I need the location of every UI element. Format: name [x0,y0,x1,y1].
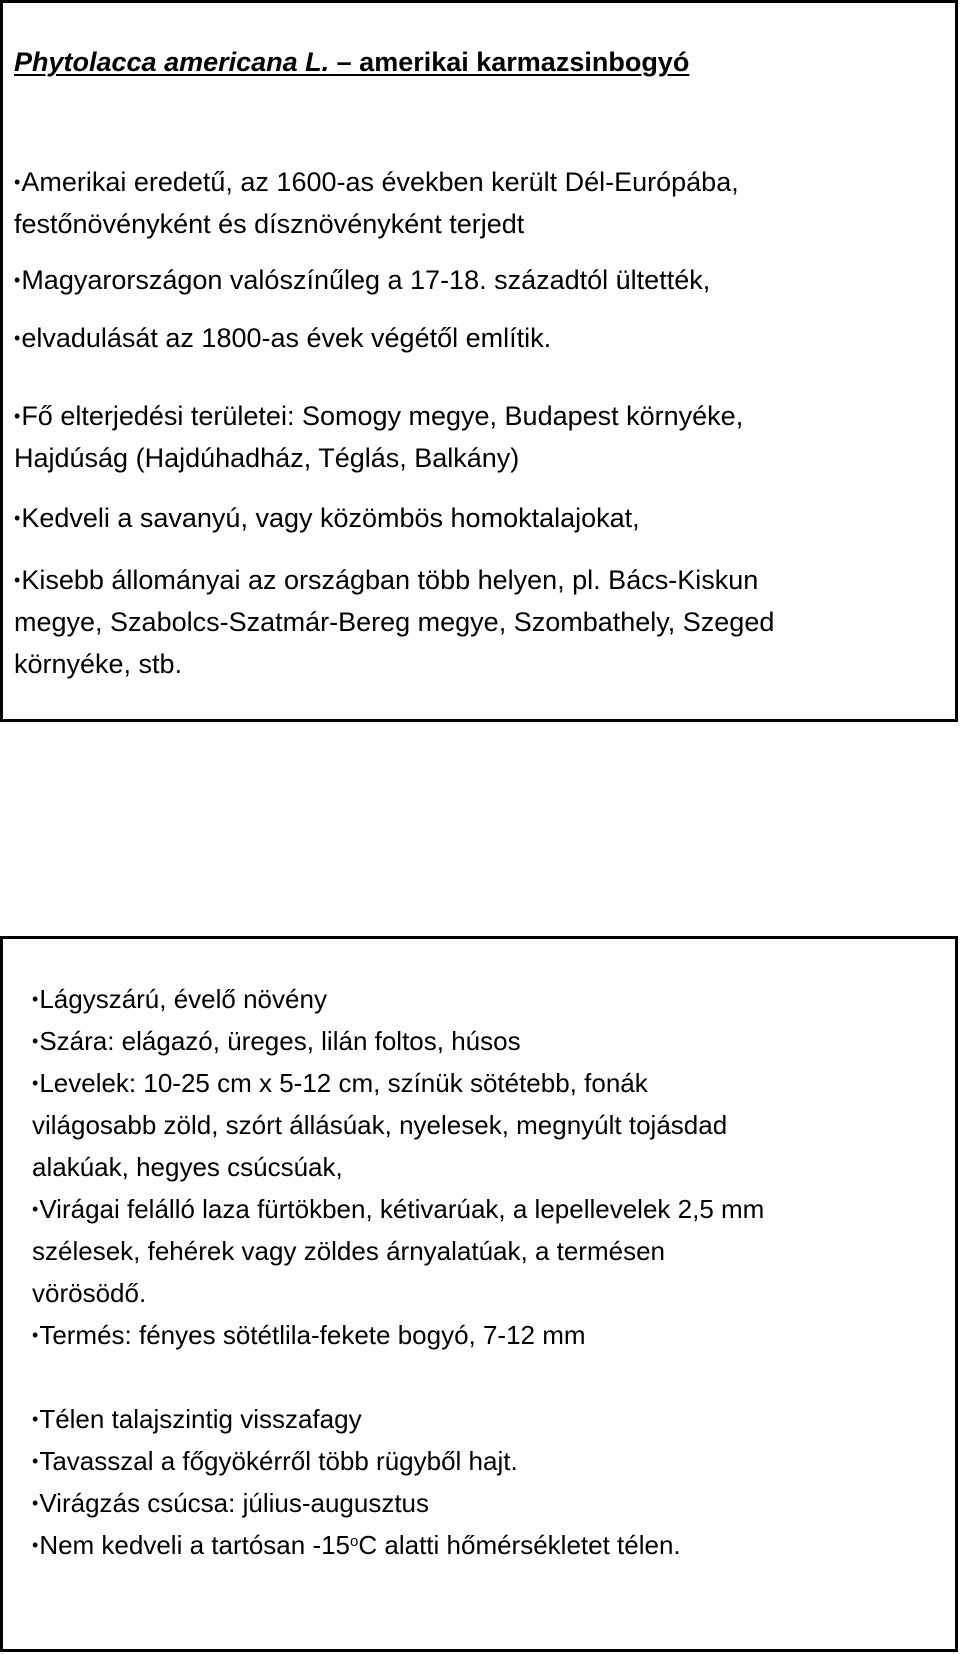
item-line: vörösödő. [32,1278,147,1308]
item-line: elvadulását az 1800-as évek végétől említik. [21,323,552,353]
item-line: festőnövényként és dísznövényként terjedt [14,209,525,239]
bullet-icon: • [14,570,21,590]
bullet-icon: • [32,1073,39,1093]
superscript-o: o [350,1533,359,1550]
item-line: Tavasszal a főgyökérről több rügyből hajt. [39,1446,518,1476]
common-name: – amerikai karmazsinbogyó [329,47,690,77]
bullet-item-habit [32,978,327,1020]
page-title [14,47,689,78]
bullet-item-hungary [14,259,710,301]
bullet-icon: • [14,270,21,290]
bullet-item-flowers [32,1188,764,1314]
bullet-item-temperature [32,1524,681,1566]
bullet-icon: • [14,508,21,528]
item-line: Virágzás csúcsa: július-augusztus [39,1488,430,1518]
item-line: Lágyszárú, évelő növény [39,984,327,1014]
bullet-item-areas [14,395,743,479]
item-line: szélesek, fehérek vagy zöldes árnyalatúak, a termésen [32,1236,666,1266]
bullet-icon: • [14,172,21,192]
bullet-icon: • [32,1199,39,1219]
item-line: Télen talajszintig visszafagy [39,1404,362,1434]
bullet-item-spring [32,1440,518,1482]
bullet-item-soil [14,497,640,539]
item-line: Fő elterjedési területei: Somogy megye, Budapest környéke, [21,401,744,431]
bullet-item-stem [32,1020,521,1062]
bullet-item-origin [14,161,739,245]
info-panel-distribution [0,0,958,722]
info-panel-description [0,936,958,1652]
item-line: Nem kedveli a tartósan -15 [39,1530,351,1560]
item-line: megye, Szabolcs-Szatmár-Bereg megye, Szombathely, Szeged [14,607,775,637]
bullet-icon: • [32,1409,39,1429]
bullet-icon: • [32,1493,39,1513]
bullet-icon: • [32,1535,39,1555]
bullet-icon: • [32,1325,39,1345]
item-line: Kisebb állományai az országban több helyen, pl. Bács-Kiskun [21,565,759,595]
bullet-item-leaves [32,1062,727,1188]
bullet-item-fruit [32,1314,586,1356]
item-line: C alatti hőmérsékletet télen. [358,1530,681,1560]
item-line: Magyarországon valószínűleg a 17-18. századtól ültették, [21,265,711,295]
bullet-icon: • [32,989,39,1009]
bullet-item-winter [32,1398,362,1440]
item-line: Hajdúság (Hajdúhadház, Téglás, Balkány) [14,443,520,473]
bullet-item-flowering [32,1482,429,1524]
item-line: Kedveli a savanyú, vagy közömbös homoktalajokat, [21,503,640,533]
bullet-item-populations [14,559,774,685]
item-line: Amerikai eredetű, az 1600-as években került Dél-Európába, [21,167,739,197]
item-line: Termés: fényes sötétlila-fekete bogyó, 7-12 mm [39,1320,586,1350]
item-line: világosabb zöld, szórt állásúak, nyelesek, megnyúlt tojásdad [32,1110,728,1140]
item-line: Virágai felálló laza fürtökben, kétivarúak, a lepellevelek 2,5 mm [39,1194,765,1224]
bullet-icon: • [32,1451,39,1471]
bullet-icon: • [14,406,21,426]
item-line: Szára: elágazó, üreges, lilán foltos, húsos [39,1026,521,1056]
item-line: alakúak, hegyes csúcsúak, [32,1152,343,1182]
bullet-icon: • [14,328,21,348]
bullet-item-naturalization [14,317,551,359]
item-line: Levelek: 10-25 cm x 5-12 cm, színük sötétebb, fonák [39,1068,648,1098]
bullet-icon: • [32,1031,39,1051]
species-name: Phytolacca americana L. [14,47,330,77]
item-line: környéke, stb. [14,649,183,679]
